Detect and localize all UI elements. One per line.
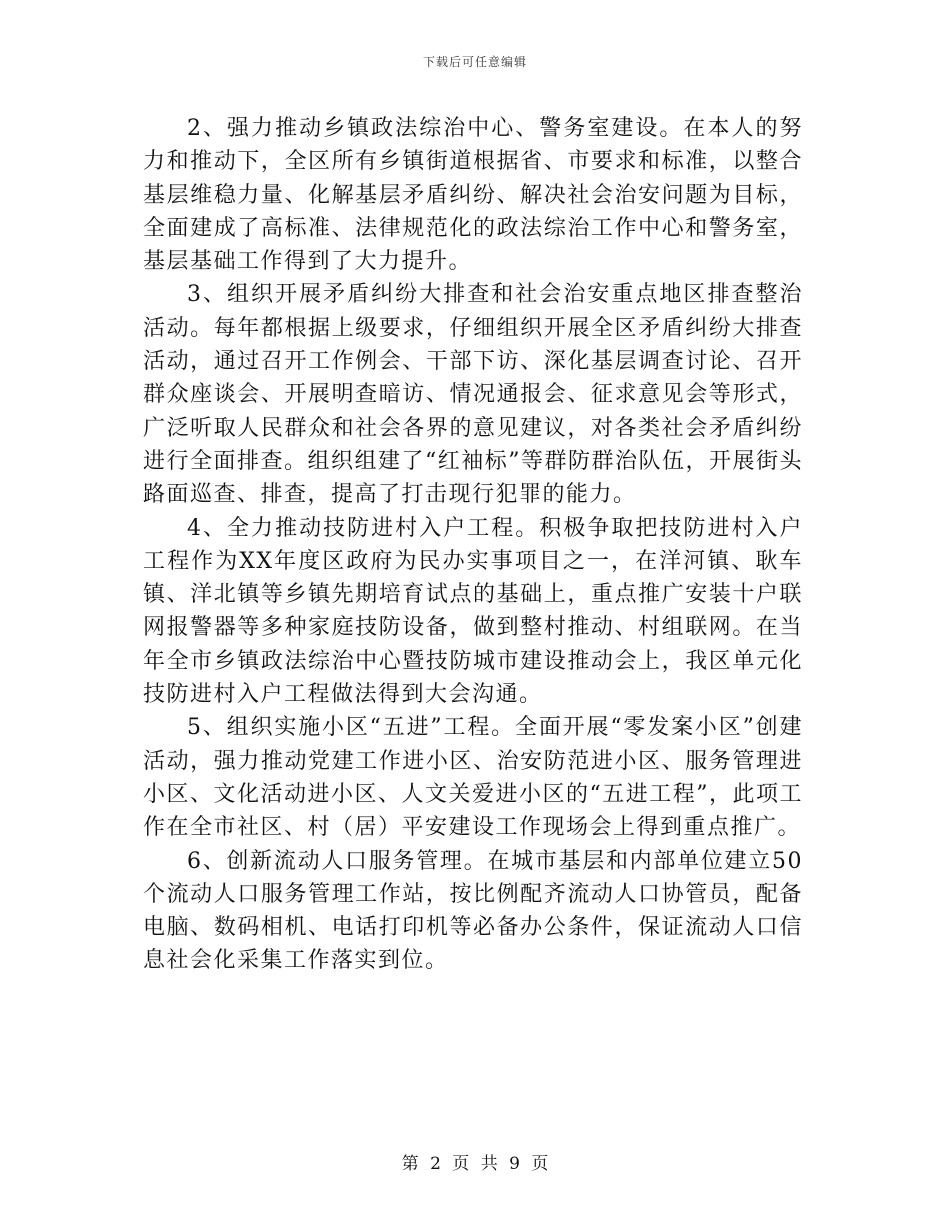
page-header: 下载后可任意编辑 — [422, 55, 527, 69]
page-number: 第 2 页 共 9 页 — [401, 1154, 549, 1174]
paragraph-5: 5、组织实施小区“五进”工程。全面开展“零发案小区”创建活动，强力推动党建工作进小区、治安防范进小区、服务管理进小区、文化活动进小区、人文关爱进小区的“五进工程”，此项工作在全市社区、村（居）平安建设工作现场会上得到重点推广。 — [143, 715, 803, 841]
paragraph-3: 3、组织开展矛盾纠纷大排查和社会治安重点地区排查整治活动。每年都根据上级要求，仔细组织开展全区矛盾纠纷大排查活动，通过召开工作例会、干部下访、深化基层调查讨论、召开群众座谈会、开展明查暗访、情况通报会、征求意见会等形式，广泛听取人民群众和社会各界的意见建议，对各类社会矛盾纠纷进行全面排查。组织组建了“红袖标”等群防群治队伍，开展街头路面巡查、排查，提高了打击现行犯罪的能力。 — [143, 282, 803, 508]
document-body — [143, 112, 803, 978]
paragraph-2: 2、强力推动乡镇政法综治中心、警务室建设。在本人的努力和推动下，全区所有乡镇街道根据省、市要求和标准，以整合基层维稳力量、化解基层矛盾纠纷、解决社会治安问题为目标，全面建成了高标准、法律规范化的政法综治工作中心和警务室，基层基础工作得到了大力提升。 — [143, 116, 803, 275]
paragraph-4: 4、全力推动技防进村入户工程。积极争取把技防进村入户工程作为XX年度区政府为民办实事项目之一，在洋河镇、耿车镇、洋北镇等乡镇先期培育试点的基础上，重点推广安装十户联网报警器等多种家庭技防设备，做到整村推动、村组联网。在当年全市乡镇政法综治中心暨技防城市建设推动会上，我区单元化技防进村入户工程做法得到大会沟通。 — [143, 515, 803, 708]
paragraph-6: 6、创新流动人口服务管理。在城市基层和内部单位建立50个流动人口服务管理工作站，按比例配齐流动人口协管员，配备电脑、数码相机、电话打印机等必备办公条件，保证流动人口信息社会化采集工作落实到位。 — [143, 848, 803, 974]
